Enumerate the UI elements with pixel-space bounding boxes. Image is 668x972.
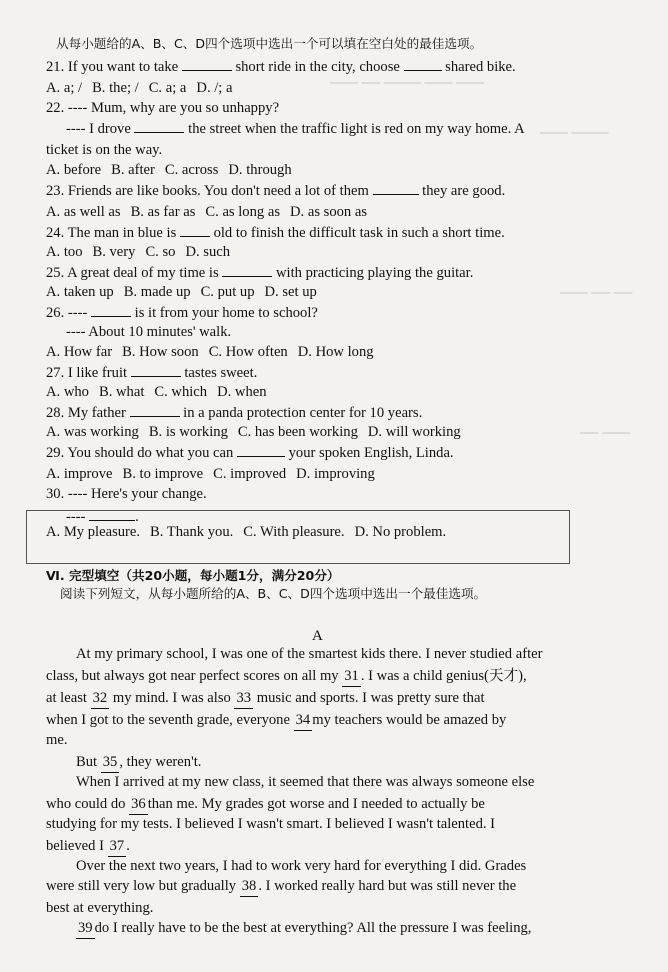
- question-30: 30. ---- Here's your change.: [46, 486, 207, 502]
- question-28: 28. My father in a panda protection center for 10 years.: [46, 402, 422, 423]
- question-21: 21. If you want to take short ride in the city, choose shared bike.: [46, 56, 516, 77]
- passage-line: believed I 37 .: [46, 836, 130, 857]
- section-heading: Ⅵ. 完型填空（共20小题，每小题1分，满分20分）: [46, 568, 340, 583]
- options-21: A. a; / B. the; / C. a; a D. /; a: [46, 80, 233, 96]
- options-24: A. too B. very C. so D. such: [46, 244, 231, 260]
- bleed-through: ▁▁▁ ▁▁ ▁▁▁▁ ▁▁▁ ▁▁▁: [330, 70, 484, 84]
- bleed-through: ▁▁▁ ▁▁▁▁: [540, 120, 609, 134]
- question-29: 29. You should do what you can your spoken English, Linda.: [46, 442, 454, 463]
- options-27: A. who B. what C. which D. when: [46, 384, 267, 400]
- question-26-response: ---- About 10 minutes' walk.: [66, 324, 232, 340]
- question-22-response: ---- I drove the street when the traffic light is red on my way home. A: [66, 118, 525, 139]
- question-22-stem: 22. ---- Mum, why are you so unhappy?: [46, 100, 280, 116]
- options-29: A. improve B. to improve C. improved D. improving: [46, 466, 375, 482]
- passage-label: A: [312, 628, 323, 644]
- passage-line: But 35 , they weren't.: [76, 752, 201, 773]
- options-22: A. before B. after C. across D. through: [46, 162, 292, 178]
- question-30-response: ---- .: [66, 506, 139, 527]
- passage-line: When I arrived at my new class, it seemed that there was always someone else: [76, 774, 535, 790]
- passage-line: best at everything.: [46, 900, 154, 916]
- passage-line: 39 do I really have to be the best at everything? All the pressure I was feeling,: [76, 918, 531, 939]
- passage-line: studying for my tests. I believed I wasn't smart. I believed I wasn't talented. I: [46, 816, 496, 832]
- question-23: 23. Friends are like books. You don't need a lot of them they are good.: [46, 180, 505, 201]
- passage-line: who could do 36 than me. My grades got worse and I needed to actually be: [46, 794, 485, 815]
- options-23: A. as well as B. as far as C. as long as D. as soon as: [46, 204, 368, 220]
- passage-line: class, but always got near perfect scores on all my 31 . I was a child genius(天才),: [46, 666, 527, 687]
- passage-line: at least 32 my mind. I was also 33 music and sports. I was pretty sure that: [46, 688, 485, 709]
- passage-line: me.: [46, 732, 68, 748]
- passage-line: At my primary school, I was one of the smartest kids there. I never studied after: [76, 646, 543, 662]
- bleed-through: ▁▁ ▁▁▁: [580, 420, 630, 434]
- section-instructions: 阅读下列短文，从每小题所给的A、B、C、D四个选项中选出一个最佳选项。: [60, 586, 487, 601]
- question-26: 26. ---- is it from your home to school?: [46, 302, 318, 323]
- passage-line: when I got to the seventh grade, everyone 34 my teachers would be amazed by: [46, 710, 506, 731]
- question-22-cont: ticket is on the way.: [46, 142, 163, 158]
- passage-line: were still very low but gradually 38 . I worked really hard but was still never the: [46, 876, 516, 897]
- instructions: 从每小题给的A、B、C、D四个选项中选出一个可以填在空白处的最佳选项。: [56, 36, 483, 51]
- question-25: 25. A great deal of my time is with practicing playing the guitar.: [46, 262, 473, 283]
- options-30: A. My pleasure. B. Thank you. C. With pleasure. D. No problem.: [46, 524, 447, 540]
- options-25: A. taken up B. made up C. put up D. set up: [46, 284, 317, 300]
- question-27: 27. I like fruit tastes sweet.: [46, 362, 257, 383]
- question-24: 24. The man in blue is old to finish the difficult task in such a short time.: [46, 222, 505, 243]
- bleed-through: ▁▁▁ ▁▁ ▁▁: [560, 280, 633, 294]
- passage-line: Over the next two years, I had to work very hard for everything I did. Grades: [76, 858, 527, 874]
- options-26: A. How far B. How soon C. How often D. How long: [46, 344, 374, 360]
- options-28: A. was working B. is working C. has been working D. will working: [46, 424, 461, 440]
